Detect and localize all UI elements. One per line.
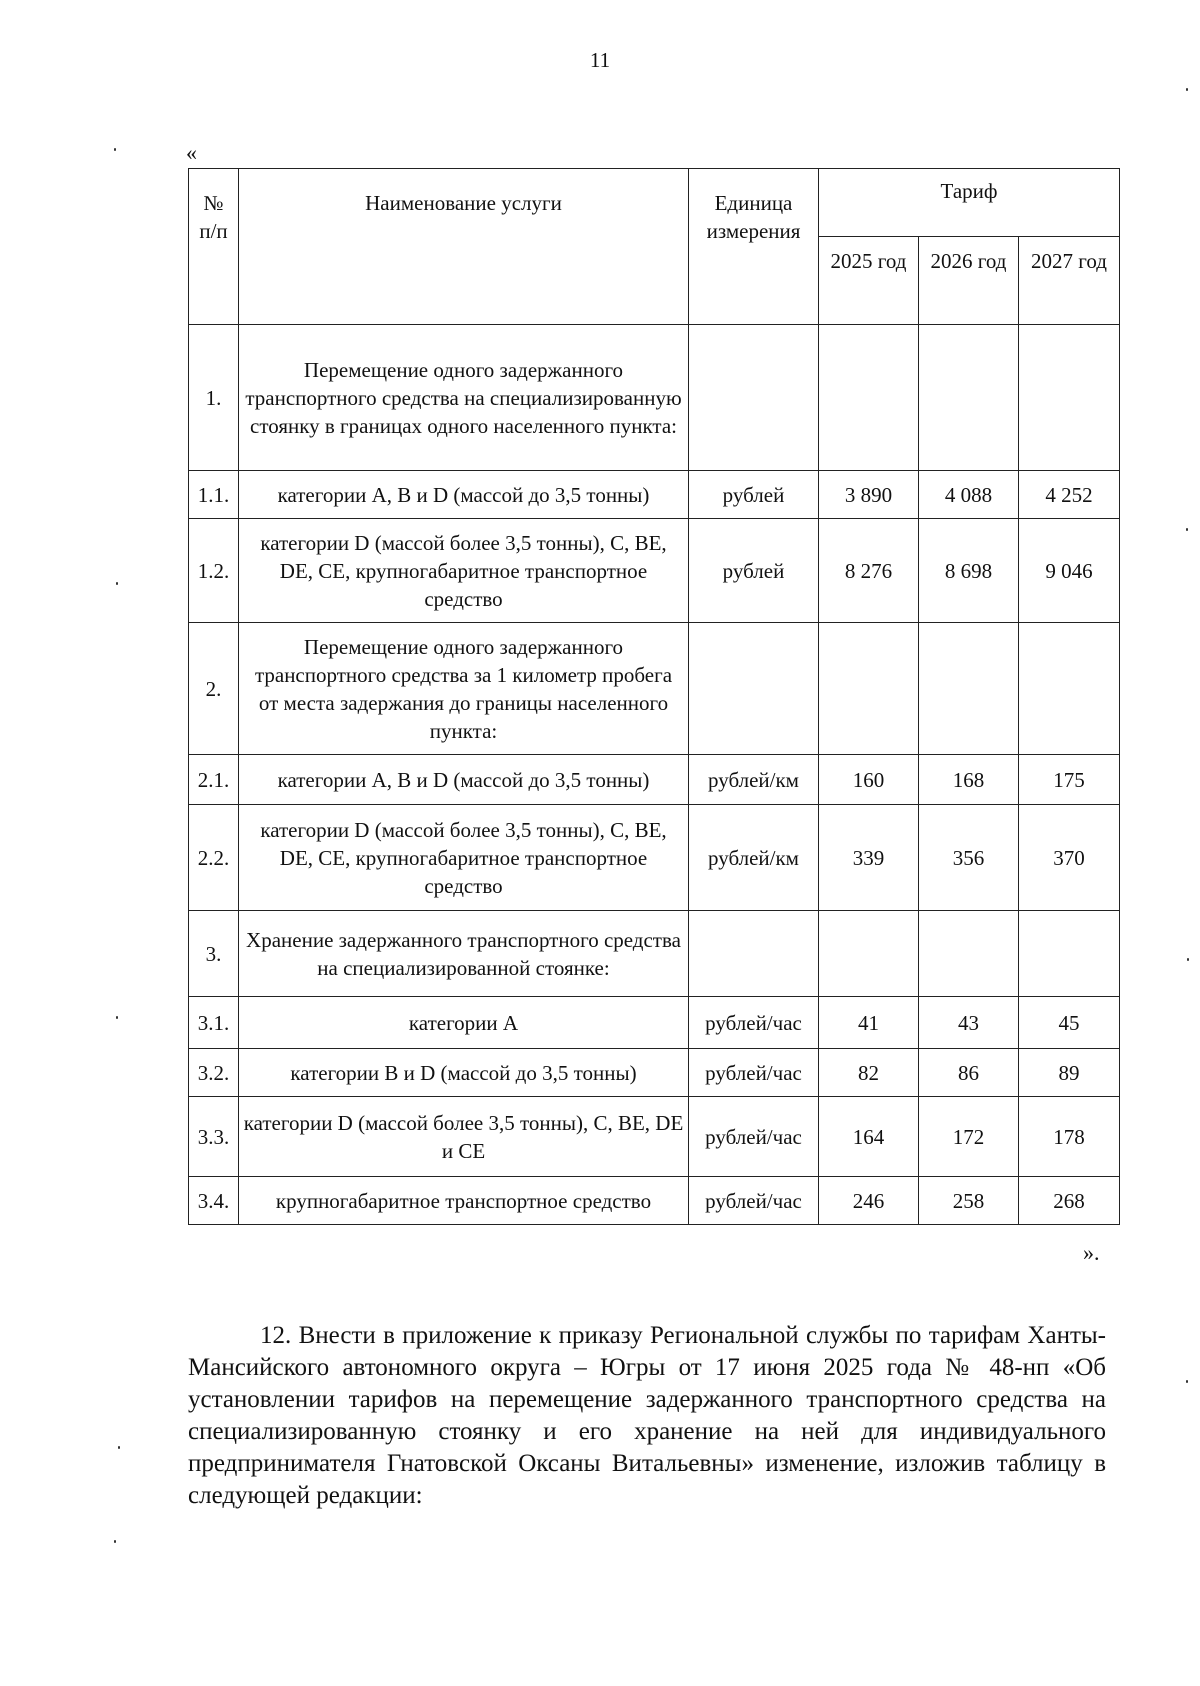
table-row — [189, 471, 1120, 519]
page-number: 11 — [589, 48, 611, 72]
scan-mark — [116, 1016, 118, 1019]
table-row — [189, 755, 1120, 805]
row-unit: рублей/км — [689, 805, 819, 911]
row-value-2026: 8 698 — [919, 519, 1019, 623]
row-name: Перемещение одного задержанного транспортного средства на специализированную стоянку в границах одного населенного пункта: — [239, 325, 689, 471]
row-name: категории A — [239, 997, 689, 1049]
row-unit: рублей/км — [689, 755, 819, 805]
row-value-2027 — [1019, 325, 1120, 471]
row-value-2025: 3 890 — [819, 471, 919, 519]
row-num: 3.4. — [189, 1177, 239, 1225]
row-value-2027: 268 — [1019, 1177, 1120, 1225]
table-row — [189, 623, 1120, 755]
tariff-table — [188, 168, 1120, 1225]
row-value-2026 — [919, 325, 1019, 471]
row-value-2026: 43 — [919, 997, 1019, 1049]
row-name: Перемещение одного задержанного транспортного средства за 1 километр пробега от места задержания до границы населенного пункта: — [239, 623, 689, 755]
header-year-2026: 2026 год — [919, 237, 1019, 325]
row-value-2027: 9 046 — [1019, 519, 1120, 623]
table-row — [189, 1049, 1120, 1097]
row-unit — [689, 325, 819, 471]
row-unit: рублей/час — [689, 1097, 819, 1177]
row-value-2025 — [819, 325, 919, 471]
header-name: Наименование услуги — [239, 169, 689, 325]
row-value-2025: 246 — [819, 1177, 919, 1225]
row-name: крупногабаритное транспортное средство — [239, 1177, 689, 1225]
table-row — [189, 805, 1120, 911]
row-num: 1.1. — [189, 471, 239, 519]
row-num: 2.1. — [189, 755, 239, 805]
row-num: 3.1. — [189, 997, 239, 1049]
close-quote-mark: ». — [1083, 1240, 1100, 1265]
row-value-2025: 160 — [819, 755, 919, 805]
row-value-2025 — [819, 911, 919, 997]
row-num: 3.3. — [189, 1097, 239, 1177]
row-name: категории D (массой более 3,5 тонны), C, BE, DE, CE, крупногабаритное транспортное средство — [239, 519, 689, 623]
scan-mark — [1186, 528, 1188, 531]
row-name: категории A, B и D (массой до 3,5 тонны) — [239, 755, 689, 805]
row-num: 3. — [189, 911, 239, 997]
row-unit — [689, 911, 819, 997]
scan-mark — [1186, 1380, 1188, 1383]
row-name: категории B и D (массой до 3,5 тонны) — [239, 1049, 689, 1097]
open-quote-mark: « — [186, 140, 197, 165]
row-value-2027 — [1019, 623, 1120, 755]
row-value-2025: 41 — [819, 997, 919, 1049]
header-tariff: Тариф — [819, 169, 1120, 237]
row-name: Хранение задержанного транспортного средства на специализированной стоянке: — [239, 911, 689, 997]
header-year-2027: 2027 год — [1019, 237, 1120, 325]
row-unit — [689, 623, 819, 755]
row-value-2027: 370 — [1019, 805, 1120, 911]
table-row — [189, 997, 1120, 1049]
row-value-2025: 82 — [819, 1049, 919, 1097]
row-value-2025: 339 — [819, 805, 919, 911]
header-num: № п/п — [189, 169, 239, 325]
row-value-2026 — [919, 911, 1019, 997]
row-num: 3.2. — [189, 1049, 239, 1097]
scan-mark — [118, 1446, 120, 1449]
table-row — [189, 519, 1120, 623]
row-value-2026: 86 — [919, 1049, 1019, 1097]
row-num: 2.2. — [189, 805, 239, 911]
row-value-2027: 89 — [1019, 1049, 1120, 1097]
row-value-2026 — [919, 623, 1019, 755]
row-unit: рублей — [689, 471, 819, 519]
row-name: категории A, B и D (массой до 3,5 тонны) — [239, 471, 689, 519]
scan-mark — [116, 582, 118, 585]
row-name: категории D (массой более 3,5 тонны), C, BE, DE, CE, крупногабаритное транспортное средство — [239, 805, 689, 911]
row-value-2026: 172 — [919, 1097, 1019, 1177]
scan-mark — [1186, 88, 1188, 91]
row-unit: рублей/час — [689, 997, 819, 1049]
paragraph-text: 12. Внести в приложение к приказу Региональной службы по тарифам Ханты-Мансийского автономного округа – Югры от 17 июня 2025 года № 48-нп «Об установлении тарифов на перемещение задержанного транспортного средства на специализированную стоянку и его хранение на ней для индивидуального предпринимателя Гнатовской Оксаны Витальевны» изменение, изложив таблицу в следующей редакции: — [188, 1322, 1106, 1509]
row-num: 2. — [189, 623, 239, 755]
table-row — [189, 1177, 1120, 1225]
row-unit: рублей/час — [689, 1177, 819, 1225]
row-value-2027: 45 — [1019, 997, 1120, 1049]
row-value-2026: 168 — [919, 755, 1019, 805]
row-value-2026: 356 — [919, 805, 1019, 911]
row-value-2026: 258 — [919, 1177, 1019, 1225]
table-row — [189, 325, 1120, 471]
scan-mark — [1187, 958, 1189, 961]
row-unit: рублей — [689, 519, 819, 623]
row-name: категории D (массой более 3,5 тонны), C, BE, DE и CE — [239, 1097, 689, 1177]
table-row — [189, 1097, 1120, 1177]
header-year-2025: 2025 год — [819, 237, 919, 325]
row-unit: рублей/час — [689, 1049, 819, 1097]
row-num: 1.2. — [189, 519, 239, 623]
row-value-2027: 178 — [1019, 1097, 1120, 1177]
row-value-2025 — [819, 623, 919, 755]
table-row — [189, 911, 1120, 997]
row-value-2027: 175 — [1019, 755, 1120, 805]
row-value-2027: 4 252 — [1019, 471, 1120, 519]
amendment-paragraph — [188, 1320, 1106, 1512]
row-num: 1. — [189, 325, 239, 471]
scan-mark — [114, 148, 116, 151]
row-value-2027 — [1019, 911, 1120, 997]
header-unit: Единица измерения — [689, 169, 819, 325]
scan-mark — [114, 1540, 116, 1543]
row-value-2026: 4 088 — [919, 471, 1019, 519]
row-value-2025: 8 276 — [819, 519, 919, 623]
row-value-2025: 164 — [819, 1097, 919, 1177]
